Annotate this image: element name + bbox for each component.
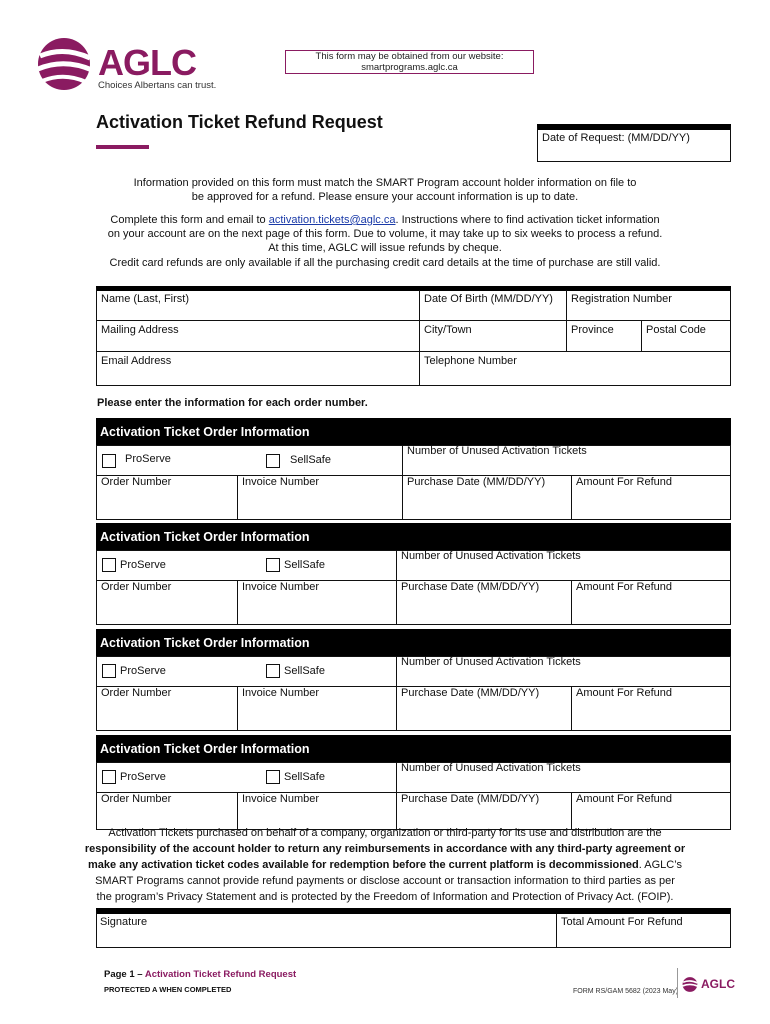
- proserve-label: ProServe: [120, 771, 166, 783]
- amount-field[interactable]: Amount For Refund: [576, 581, 672, 593]
- order-number-field[interactable]: Order Number: [101, 581, 172, 593]
- disclaimer-line3: [0, 858, 770, 873]
- email-address-field[interactable]: Email Address: [101, 355, 172, 367]
- intro-p2-line3: At this time, AGLC will issue refunds by cheque.: [268, 242, 502, 254]
- sellsafe-label: SellSafe: [290, 454, 331, 466]
- footer-protected: PROTECTED A WHEN COMPLETED: [104, 985, 232, 994]
- page-title: Activation Ticket Refund Request: [96, 112, 383, 132]
- order-instruction: Please enter the information for each order number.: [97, 397, 368, 409]
- proserve-checkbox[interactable]: [102, 558, 116, 572]
- aglc-wordmark: AGLC: [98, 42, 196, 83]
- footer-page-prefix: Page 1 –: [104, 969, 145, 980]
- date-of-request-field[interactable]: [537, 124, 731, 162]
- order-block: [96, 523, 731, 625]
- disclaimer-line5: the program’s Privacy Statement and is protected by the Freedom of Information and Protection of Privacy Act. (FOIP).: [96, 891, 674, 903]
- aglc-logo: [36, 36, 226, 92]
- footer-page-name: Activation Ticket Refund Request: [144, 969, 297, 980]
- postal-code-field[interactable]: Postal Code: [646, 324, 706, 336]
- signature-table: [96, 908, 731, 948]
- disclaimer-line3-bold: make any activation ticket codes available for redemption before the current platform is decommissioned: [88, 859, 639, 871]
- unused-tickets-field[interactable]: Number of Unused Activation Tickets: [401, 762, 581, 774]
- proserve-checkbox[interactable]: [102, 770, 116, 784]
- intro-p2-post: . Instructions where to find activation ticket information: [395, 214, 660, 226]
- unused-tickets-field[interactable]: Number of Unused Activation Tickets: [401, 656, 581, 668]
- proserve-label: ProServe: [120, 665, 166, 677]
- telephone-field[interactable]: Telephone Number: [424, 355, 517, 367]
- order-block-header: Activation Ticket Order Information: [96, 735, 731, 763]
- intro-p2-line4: Credit card refunds are only available if all the purchasing credit card details at the time of purchase are still valid.: [109, 257, 661, 269]
- footer-brand: AGLC: [701, 977, 735, 991]
- order-block: [96, 735, 731, 830]
- order-block-header: Activation Ticket Order Information: [96, 523, 731, 551]
- unused-tickets-field[interactable]: Number of Unused Activation Tickets: [401, 550, 581, 562]
- disclaimer-line4: SMART Programs cannot provide refund payments or disclose account or transaction information to third parties as per: [95, 875, 675, 887]
- sellsafe-checkbox[interactable]: [266, 454, 280, 468]
- proserve-label: ProServe: [120, 559, 166, 571]
- sellsafe-label: SellSafe: [284, 665, 325, 677]
- intro-p2-line1: [0, 213, 770, 228]
- purchase-date-field[interactable]: Purchase Date (MM/DD/YY): [401, 581, 540, 593]
- sellsafe-label: SellSafe: [284, 771, 325, 783]
- invoice-number-field[interactable]: Invoice Number: [242, 687, 320, 699]
- aglc-globe-icon: [682, 976, 699, 993]
- purchase-date-field[interactable]: Purchase Date (MM/DD/YY): [407, 476, 546, 488]
- sellsafe-checkbox[interactable]: [266, 558, 280, 572]
- disclaimer-line2: responsibility of the account holder to return any reimbursements in accordance with any third-party agreement or: [84, 843, 686, 855]
- unused-tickets-field[interactable]: Number of Unused Activation Tickets: [407, 445, 587, 457]
- invoice-number-field[interactable]: Invoice Number: [242, 476, 320, 488]
- invoice-number-field[interactable]: Invoice Number: [242, 581, 320, 593]
- sellsafe-checkbox[interactable]: [266, 770, 280, 784]
- intro-p2-pre: Complete this form and email to: [110, 214, 269, 226]
- disclaimer-line3-rest: . AGLC’s: [638, 859, 682, 871]
- order-number-field[interactable]: Order Number: [101, 476, 172, 488]
- website-notice: [285, 50, 534, 74]
- aglc-tagline: Choices Albertans can trust.: [98, 80, 217, 91]
- invoice-number-field[interactable]: Invoice Number: [242, 793, 320, 805]
- order-block-header: Activation Ticket Order Information: [96, 629, 731, 657]
- order-block-header: Activation Ticket Order Information: [96, 418, 731, 446]
- title-underline: [96, 145, 149, 149]
- intro-p1-line2: be approved for a refund. Please ensure your account information is up to date.: [191, 191, 579, 203]
- intro-p2-line2: on your account are on the next page of this form. Due to volume, it may take up to six weeks to process a refund.: [107, 228, 663, 240]
- email-link[interactable]: activation.tickets@aglc.ca: [268, 214, 396, 226]
- mailing-address-field[interactable]: Mailing Address: [101, 324, 179, 336]
- total-amount-field[interactable]: Total Amount For Refund: [561, 916, 683, 928]
- website-notice-line1: This form may be obtained from our website:: [315, 51, 504, 62]
- footer-form-code: FORM RS/GAM 5682 (2023 May): [573, 988, 679, 995]
- amount-field[interactable]: Amount For Refund: [576, 687, 672, 699]
- footer-page-title: [104, 969, 296, 980]
- proserve-checkbox[interactable]: [102, 664, 116, 678]
- intro-p1-line1: Information provided on this form must match the SMART Program account holder information on file to: [133, 177, 637, 189]
- website-notice-url: smartprograms.aglc.ca: [361, 61, 458, 73]
- disclaimer-line1: Activation Tickets purchased on behalf of a company, organization or third-party for its use and distribution are the: [108, 827, 662, 839]
- sellsafe-label: SellSafe: [284, 559, 325, 571]
- order-number-field[interactable]: Order Number: [101, 687, 172, 699]
- proserve-label: ProServe: [125, 453, 171, 465]
- name-field[interactable]: Name (Last, First): [101, 293, 190, 305]
- city-field[interactable]: City/Town: [424, 324, 472, 336]
- registration-number-field[interactable]: Registration Number: [571, 293, 672, 305]
- sellsafe-checkbox[interactable]: [266, 664, 280, 678]
- purchase-date-field[interactable]: Purchase Date (MM/DD/YY): [401, 793, 540, 805]
- dob-field[interactable]: Date Of Birth (MM/DD/YY): [424, 293, 553, 305]
- date-of-request-label: Date of Request: (MM/DD/YY): [542, 132, 690, 144]
- footer-logo: [682, 975, 736, 995]
- amount-field[interactable]: Amount For Refund: [576, 793, 672, 805]
- purchase-date-field[interactable]: Purchase Date (MM/DD/YY): [401, 687, 540, 699]
- order-block: [96, 629, 731, 731]
- signature-field[interactable]: Signature: [100, 916, 148, 928]
- amount-field[interactable]: Amount For Refund: [576, 476, 672, 488]
- order-number-field[interactable]: Order Number: [101, 793, 172, 805]
- province-field[interactable]: Province: [571, 324, 614, 336]
- aglc-globe-icon: [36, 36, 96, 92]
- proserve-checkbox[interactable]: [102, 454, 116, 468]
- order-block: [96, 418, 731, 520]
